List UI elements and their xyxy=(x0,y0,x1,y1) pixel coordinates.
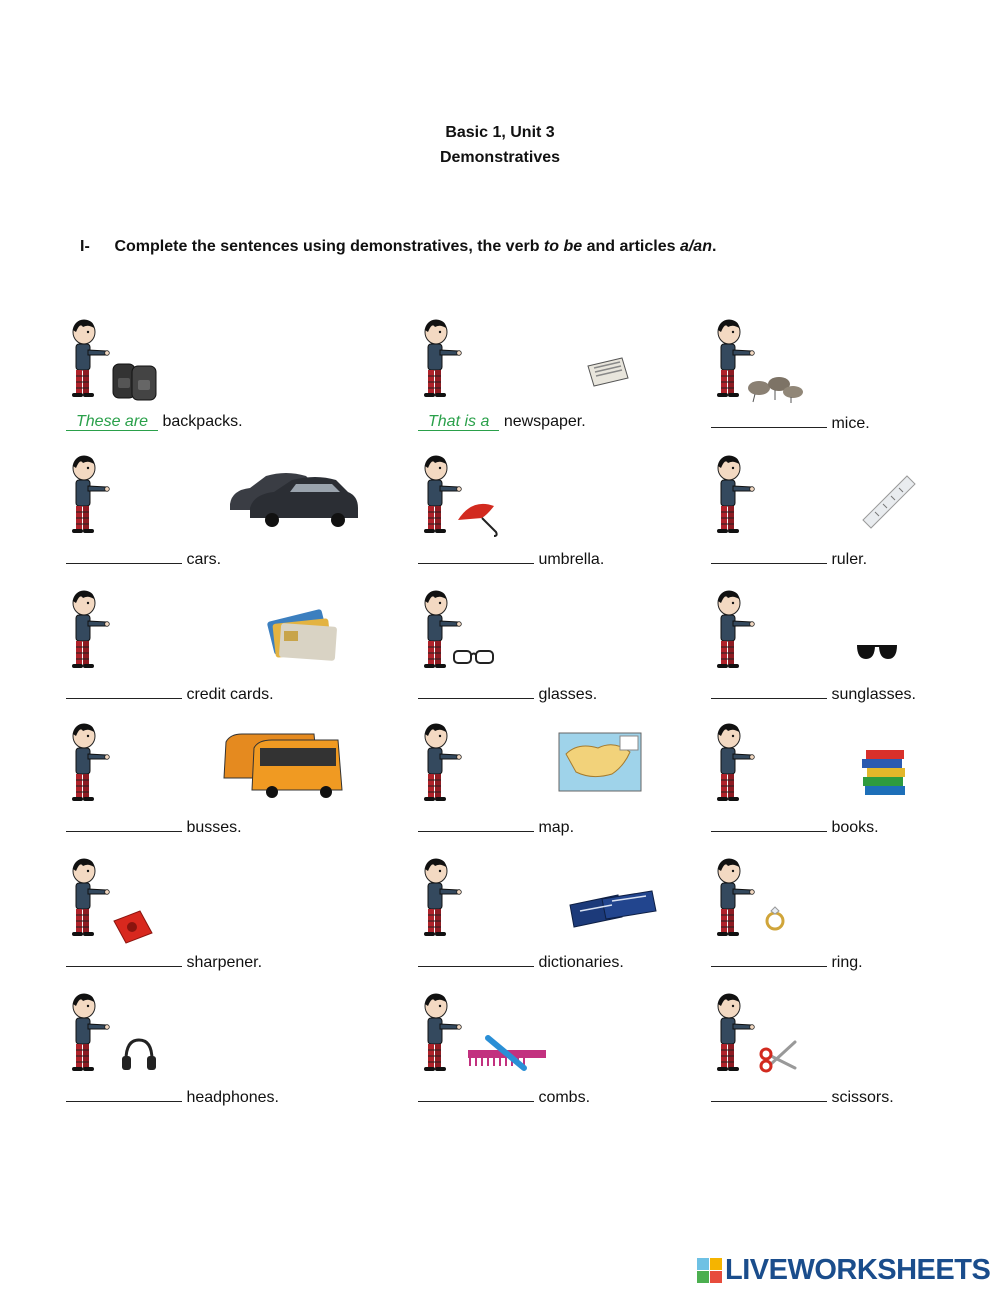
exercise-item xyxy=(418,318,718,448)
exercise-item xyxy=(711,992,1000,1122)
answer-blank[interactable] xyxy=(418,817,534,832)
sentence-word: busses. xyxy=(186,819,242,836)
sentence-word: map. xyxy=(538,819,575,836)
answer-blank[interactable] xyxy=(711,952,827,967)
sentence-word: scissors. xyxy=(831,1089,894,1106)
map-icon xyxy=(558,732,642,792)
scissors-icon xyxy=(757,1038,799,1078)
pointing-boy-icon xyxy=(711,722,759,802)
answer-blank[interactable] xyxy=(66,549,182,564)
instruction-text-1: Complete the sentences using demonstratives, the verb xyxy=(114,238,544,255)
exercise-item xyxy=(66,992,366,1122)
ruler-icon xyxy=(859,472,919,530)
books-icon xyxy=(859,748,909,798)
answer-blank[interactable] xyxy=(66,1087,182,1102)
logo-text: LIVEWORKSHEETS xyxy=(725,1254,991,1286)
exercise-item xyxy=(66,589,366,719)
sentence-word: cars. xyxy=(186,551,222,568)
exercise-item xyxy=(418,857,718,987)
answer-blank[interactable] xyxy=(711,413,827,428)
sentence xyxy=(711,549,867,569)
worksheet-subtitle: Demonstratives xyxy=(439,149,561,166)
instruction-articles: a/an xyxy=(679,238,712,255)
answer-field[interactable]: These are xyxy=(66,414,158,431)
instruction-text-3: . xyxy=(711,238,717,255)
sentence xyxy=(418,684,597,704)
pointing-boy-icon xyxy=(418,722,466,802)
pointing-boy-icon xyxy=(66,722,114,802)
answer-blank[interactable] xyxy=(418,684,534,699)
pointing-boy-icon xyxy=(418,992,466,1072)
sentence-word: ring. xyxy=(831,954,863,971)
answer-blank[interactable] xyxy=(418,549,534,564)
pointing-boy-icon xyxy=(711,454,759,534)
exercise-item xyxy=(711,454,1000,584)
exercise-item xyxy=(66,454,366,584)
answer-blank[interactable] xyxy=(66,817,182,832)
backpacks-icon xyxy=(110,358,160,402)
sentence-word: headphones. xyxy=(186,1089,279,1106)
exercise-item xyxy=(418,722,718,852)
sentence xyxy=(66,952,262,972)
exercise-item xyxy=(711,722,1000,852)
answer-blank[interactable] xyxy=(711,1087,827,1102)
sentence xyxy=(418,817,574,837)
sentence-word: glasses. xyxy=(538,686,598,703)
pointing-boy-icon xyxy=(66,454,114,534)
headphones-icon xyxy=(120,1036,158,1072)
exercise-item xyxy=(66,318,366,448)
exercise-item xyxy=(418,992,718,1122)
sunglasses-icon xyxy=(855,639,901,663)
sentence xyxy=(711,413,870,433)
sentence-word: dictionaries. xyxy=(538,954,624,971)
glasses-icon xyxy=(452,647,496,669)
sharpener-icon xyxy=(110,907,156,947)
sentence-word: sunglasses. xyxy=(831,686,916,703)
answer-blank[interactable] xyxy=(711,817,827,832)
answer-blank[interactable] xyxy=(711,684,827,699)
sentence xyxy=(418,1087,590,1107)
pointing-boy-icon xyxy=(66,589,114,669)
answer-blank[interactable] xyxy=(66,952,182,967)
sentence-word: umbrella. xyxy=(538,551,605,568)
exercise-item xyxy=(711,589,1000,719)
answer-blank[interactable] xyxy=(66,684,182,699)
pointing-boy-icon xyxy=(711,589,759,669)
instruction xyxy=(80,238,716,256)
pointing-boy-icon xyxy=(711,857,759,937)
mice-icon xyxy=(745,372,807,404)
sentence-word: newspaper. xyxy=(503,413,586,430)
pointing-boy-icon xyxy=(66,857,114,937)
exercise-item xyxy=(66,722,366,852)
sentence-word: backpacks. xyxy=(162,413,243,430)
umbrella-icon xyxy=(454,498,504,538)
ring-icon xyxy=(763,905,787,931)
combs-icon xyxy=(464,1032,550,1072)
pointing-boy-icon xyxy=(66,992,114,1072)
answer-blank[interactable] xyxy=(418,1087,534,1102)
sentence-word: combs. xyxy=(538,1089,591,1106)
exercise-item xyxy=(66,857,366,987)
sentence xyxy=(418,413,586,431)
sentence xyxy=(66,549,221,569)
pointing-boy-icon xyxy=(711,992,759,1072)
sentence xyxy=(66,684,274,704)
sentence xyxy=(711,684,916,704)
sentence-word: books. xyxy=(831,819,879,836)
liveworksheets-logo xyxy=(697,1254,997,1288)
answer-field[interactable]: That is a xyxy=(418,414,499,431)
instruction-verb: to be xyxy=(543,238,583,255)
exercise-item xyxy=(711,318,1000,448)
sentence xyxy=(711,952,863,972)
sentence xyxy=(711,1087,894,1107)
exercise-item xyxy=(711,857,1000,987)
answer-blank[interactable] xyxy=(711,549,827,564)
sentence-word: sharpener. xyxy=(186,954,263,971)
sentence-word: ruler. xyxy=(831,551,868,568)
sentence-word: credit cards. xyxy=(186,686,274,703)
answer-blank[interactable] xyxy=(418,952,534,967)
newspaper-icon xyxy=(586,356,630,388)
sentence xyxy=(66,1087,279,1107)
instruction-number: I- xyxy=(80,238,90,255)
logo-blocks-icon xyxy=(697,1258,723,1284)
worksheet-title: Basic 1, Unit 3 xyxy=(445,124,555,141)
sentence xyxy=(418,952,624,972)
sentence xyxy=(66,817,242,837)
sentence-word: mice. xyxy=(831,415,870,432)
sentence xyxy=(711,817,879,837)
dictionaries-icon xyxy=(568,887,658,931)
pointing-boy-icon xyxy=(418,857,466,937)
cars-icon xyxy=(226,464,360,528)
instruction-text-2: and articles xyxy=(582,238,680,255)
pointing-boy-icon xyxy=(418,318,466,398)
pointing-boy-icon xyxy=(66,318,114,398)
credit-cards-icon xyxy=(264,601,344,663)
exercise-item xyxy=(418,454,718,584)
sentence xyxy=(418,549,604,569)
sentence xyxy=(66,413,243,431)
busses-icon xyxy=(222,728,344,798)
exercise-item xyxy=(418,589,718,719)
